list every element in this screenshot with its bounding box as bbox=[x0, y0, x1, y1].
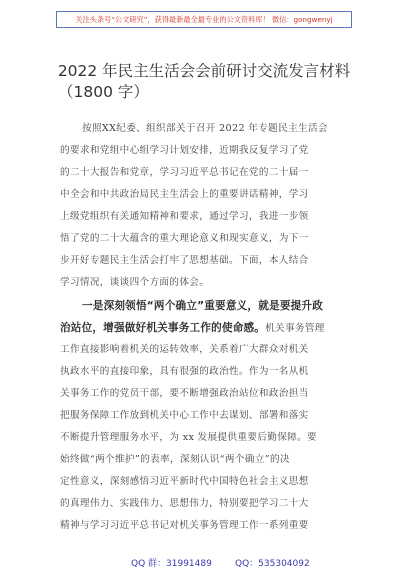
body-line: 执政水平的直接印象，具有很强的政治性。作为一名从机 bbox=[60, 366, 309, 377]
body-line: 工作直接影响着机关的运转效率，关系着广大群众对机关 bbox=[60, 344, 309, 355]
body-line: 步开好专题民主生活会打牢了思想基础。下面，本人结合 bbox=[60, 255, 309, 266]
footer-qq-group: QQ 群：31991489 bbox=[131, 559, 212, 569]
body-line: 学习情况，谈谈四个方面的体会。 bbox=[60, 277, 210, 288]
body-line: 的真理伟力、实践伟力、思想伟力，特别要把学习二十大 bbox=[60, 498, 309, 509]
banner-text: 关注头条号“公文研究”，获得最新最全最专业的公文资料库！ 微信：gongwenyj bbox=[75, 14, 333, 24]
footer-qq: QQ：535304092 bbox=[235, 559, 310, 569]
body-line: 始终做“两个维护”的表率，深刻认识“两个确立”的决 bbox=[60, 454, 290, 465]
body-line: 按照XX纪委、组织部关于召开 2022 年专题民主生活会 bbox=[82, 123, 328, 134]
body-line: 上级党组织有关通知精神和要求，通过学习，我进一步领 bbox=[60, 211, 309, 222]
body-line: 关事务工作的党员干部，要不断增强政治站位和政治担当 bbox=[60, 388, 309, 399]
top-banner bbox=[56, 11, 352, 28]
body-line: 悟了党的二十大蕴含的重大理论意义和现实意义，为下一 bbox=[60, 233, 309, 244]
body-line: 的要求和党组中心组学习计划安排，近期我反复学习了党 bbox=[60, 145, 309, 156]
body-line-tail: 机关事务管理 bbox=[265, 323, 325, 334]
body-line: 定性意义，深刻感悟习近平新时代中国特色社会主义思想 bbox=[60, 476, 309, 487]
section-heading: 一是深刻领悟“两个确立”重要意义，就是要提升政 bbox=[82, 300, 323, 312]
body-line: 的二十大报告和党章，学习习近平总书记在党的二十届一 bbox=[60, 167, 309, 178]
body-line: 把服务保障工作放到机关中心工作中去谋划、部署和落实 bbox=[60, 410, 309, 421]
body-line: 中全会和中共政治局民主生活会上的重要讲话精神，学习 bbox=[60, 189, 309, 200]
body-line: 精神与学习习近平总书记对机关事务管理工作一系列重要 bbox=[60, 520, 309, 531]
section-heading-cont: 治站位，增强做好机关事务工作的使命感。 bbox=[60, 322, 266, 334]
body-line: 不断提升管理服务水平，为 xx 发展提供重要后勤保障。要 bbox=[60, 432, 317, 443]
document-subtitle: （1800 字） bbox=[58, 83, 149, 101]
document-title: 2022 年民主生活会会前研讨交流发言材料 bbox=[57, 62, 351, 80]
body-line bbox=[60, 317, 325, 339]
